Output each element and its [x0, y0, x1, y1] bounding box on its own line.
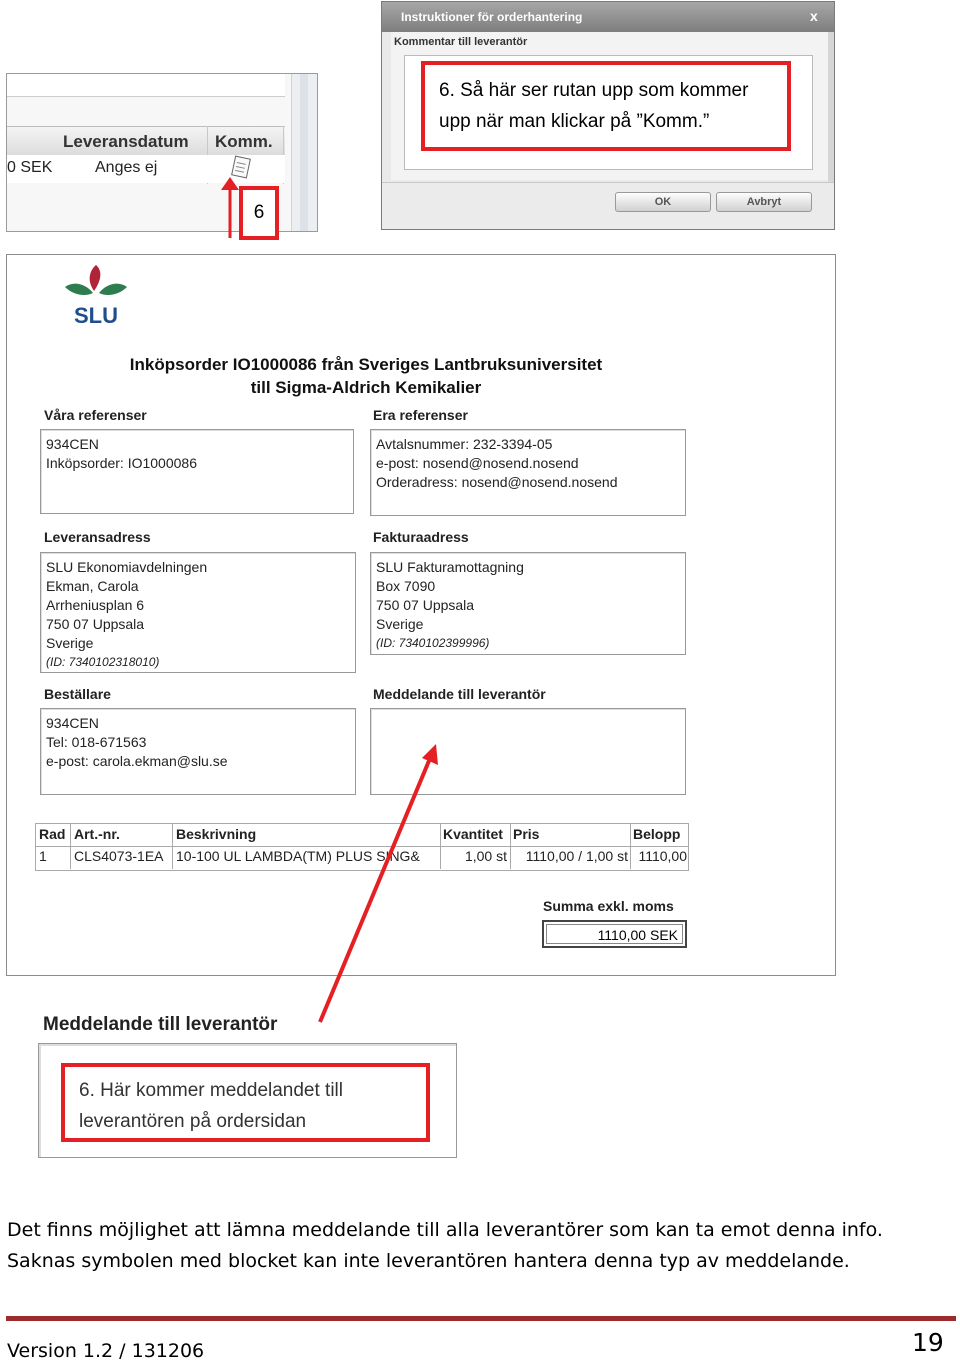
column-divider — [510, 823, 511, 869]
col-header-kvantitet: Kvantitet — [443, 826, 503, 842]
our-refs-box — [40, 429, 354, 514]
address-line: 750 07 Uppsala — [376, 597, 475, 613]
callout-line: upp när man klickar på ”Komm.” — [439, 111, 710, 132]
ref-line: 934CEN — [46, 436, 99, 452]
callout-line: 6. Så här ser rutan upp som kommer — [439, 80, 749, 101]
dialog-callout — [421, 61, 791, 151]
col-header-rad: Rad — [39, 826, 66, 842]
ref-line: Inköpsorder: IO1000086 — [46, 455, 197, 471]
address-line: Box 7090 — [376, 578, 436, 594]
our-refs-label: Våra referenser — [44, 407, 147, 423]
message-label: Meddelande till leverantör — [373, 686, 546, 702]
invoice-label: Fakturaadress — [373, 529, 469, 545]
svg-text:SLU: SLU — [74, 303, 118, 325]
cell-pris: 1110,00 / 1,00 st — [525, 848, 628, 864]
zoom-message-label: Meddelande till leverantör — [43, 1014, 278, 1035]
cell-rad: 1 — [39, 848, 47, 864]
cell-amount: 0 SEK — [7, 159, 53, 176]
delivery-label: Leveransadress — [44, 529, 151, 545]
orderer-label: Beställare — [44, 686, 111, 702]
delivery-box — [40, 552, 356, 673]
address-line: Ekman, Carola — [46, 578, 139, 594]
zoom-callout — [61, 1063, 430, 1142]
address-line: Sverige — [376, 616, 424, 632]
footer-rule — [6, 1316, 956, 1321]
callout-line: 6. Här kommer meddelandet till — [79, 1080, 343, 1101]
step-marker: 6 — [239, 186, 279, 240]
dialog-titlebar — [382, 2, 834, 32]
col-header-art: Art.-nr. — [74, 826, 120, 842]
sum-value: 1110,00 SEK — [546, 924, 683, 944]
table-header — [7, 126, 285, 156]
header-komm: Komm. — [215, 132, 273, 151]
address-line: 750 07 Uppsala — [46, 616, 145, 632]
address-id: (ID: 7340102399996) — [376, 636, 490, 650]
column-divider — [70, 823, 71, 869]
cell-delivery-date: Anges ej — [95, 159, 158, 176]
footer-version: Version 1.2 / 131206 — [7, 1340, 205, 1362]
cell-beskrivning: 10-100 UL LAMBDA(TM) PLUS SING& — [176, 848, 420, 864]
header-leveransdatum: Leveransdatum — [63, 132, 189, 151]
dialog-title: Instruktioner för orderhantering — [401, 10, 583, 24]
ok-button[interactable]: OK — [615, 192, 711, 212]
ref-line: Avtalsnummer: 232-3394-05 — [376, 436, 553, 452]
col-header-belopp: Belopp — [633, 826, 681, 842]
your-refs-box — [370, 429, 686, 516]
ref-line: e-post: nosend@nosend.nosend — [376, 455, 579, 471]
sum-label: Summa exkl. moms — [543, 898, 674, 914]
orderer-line: 934CEN — [46, 715, 99, 731]
address-line: Sverige — [46, 635, 94, 651]
toolbar-strip — [7, 74, 285, 97]
slu-logo-icon — [63, 261, 129, 325]
cell-kvantitet: 1,00 st — [464, 848, 507, 864]
cell-belopp: 1110,00 — [638, 848, 687, 864]
arrow-pointer-icon — [300, 730, 450, 1030]
invoice-box — [370, 552, 686, 655]
cancel-button[interactable]: Avbryt — [716, 192, 812, 212]
address-line: Arrheniusplan 6 — [46, 597, 145, 613]
orderer-line: Tel: 018-671563 — [46, 734, 147, 750]
callout-line: leverantören på ordersidan — [79, 1111, 307, 1132]
cell-art: CLS4073-1EA — [74, 848, 164, 864]
body-paragraph: Det finns möjlighet att lämna meddelande till alla leverantörer som kan ta emot denna info. Saknas symbolen med blocket kan inte leverantören hantera denna typ av meddelande. — [7, 1219, 883, 1272]
your-refs-label: Era referenser — [373, 407, 468, 423]
scrollbar[interactable] — [291, 74, 318, 231]
column-divider — [172, 823, 173, 869]
address-line: SLU Fakturamottagning — [376, 559, 524, 575]
col-header-pris: Pris — [513, 826, 540, 842]
orderer-line: e-post: carola.ekman@slu.se — [46, 753, 228, 769]
col-header-beskrivning: Beskrivning — [176, 826, 257, 842]
address-id: (ID: 7340102318010) — [46, 655, 160, 669]
order-title-line1: Inköpsorder IO1000086 från Sveriges Lantbruksuniversitet — [129, 355, 603, 374]
close-icon[interactable]: x — [810, 8, 818, 24]
comment-label: Kommentar till leverantör — [394, 36, 528, 48]
sum-box — [542, 920, 687, 948]
address-line: SLU Ekonomiavdelningen — [46, 559, 208, 575]
dialog-scrollbar[interactable] — [828, 32, 834, 182]
order-title-line2: till Sigma-Aldrich Kemikalier — [250, 378, 482, 397]
column-divider — [630, 823, 631, 869]
page-number: 19 — [912, 1328, 944, 1357]
ref-line: Orderadress: nosend@nosend.nosend — [376, 474, 618, 490]
